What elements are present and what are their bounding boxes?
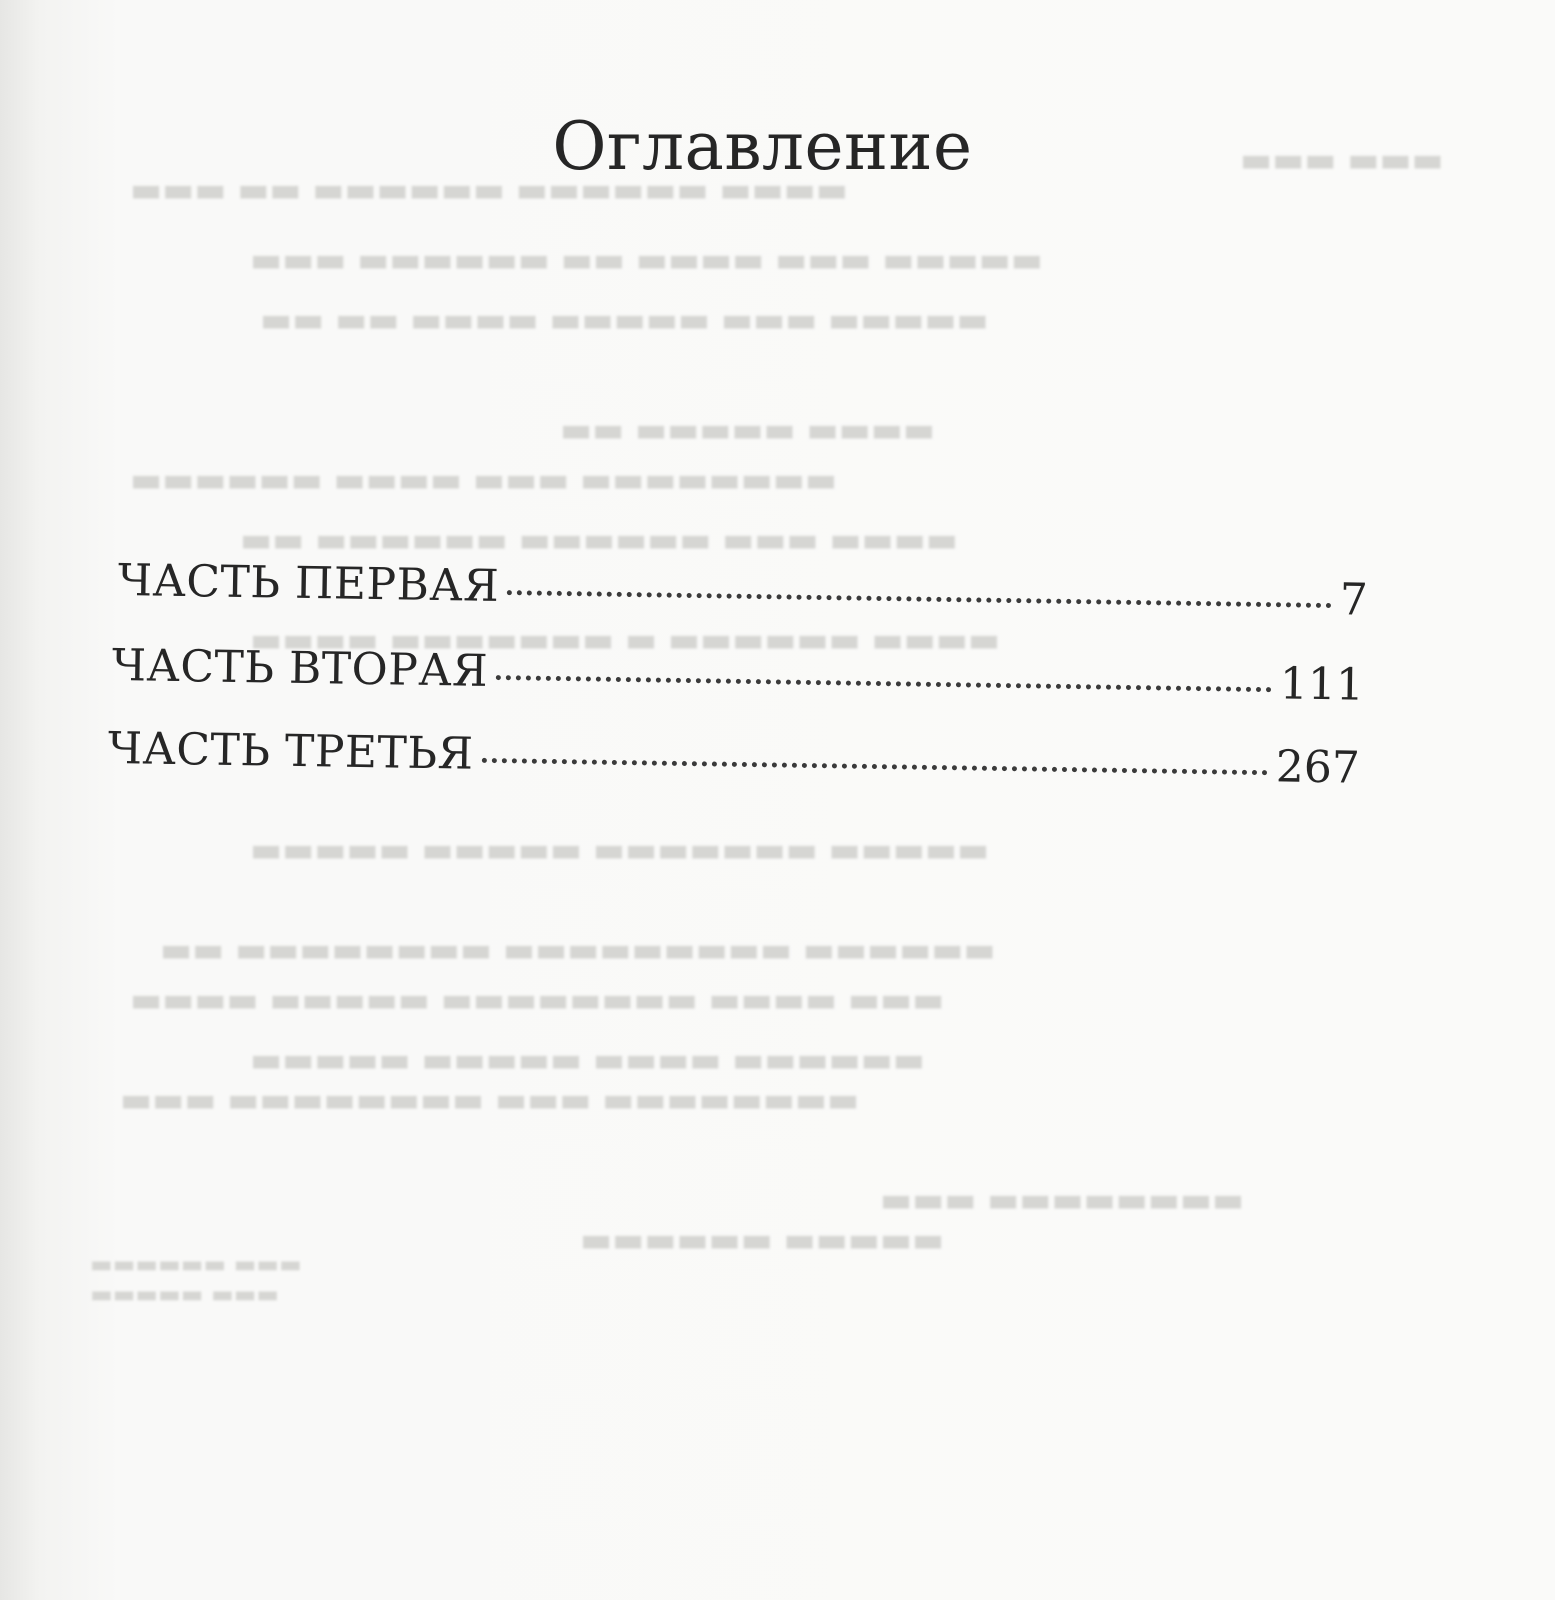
dot-leader bbox=[496, 675, 1272, 692]
toc-entry-label: ЧАСТЬ ТРЕТЬЯ bbox=[107, 723, 474, 780]
show-through-texture: ▬▬▬ ▬▬▬ ▬▬▬▬ ▬▬▬▬▬▬ ▬▬▬▬▬▬ ▬▬ ▬▬▬ ▬▬▬▬▬ ▬▬▬ ▬▬▬▬ ▬▬ ▬▬▬▬▬▬ ▬▬▬ ▬▬▬▬▬ ▬▬▬ ▬▬▬▬▬ ▬▬▬▬ ▬▬ ▬▬ ▬▬▬▬ ▬▬▬▬▬ ▬▬ ▬▬▬▬▬▬▬▬ ▬▬▬ ▬▬▬▬ ▬▬▬▬▬▬ ▬▬▬▬ ▬▬▬ ▬▬▬▬▬▬ ▬▬▬▬▬▬ ▬▬ ▬▬▬▬ ▬▬▬▬▬▬ ▬ ▬▬▬▬▬▬▬ ▬▬▬▬ ▬▬▬▬▬ ▬▬▬▬▬▬▬ ▬▬▬▬▬ ▬▬▬▬▬ ▬▬▬▬▬▬ ▬▬▬▬▬▬▬▬▬ ▬▬▬▬▬▬▬▬ ▬▬ ▬▬▬ ▬▬▬▬ ▬▬▬▬▬▬▬▬ ▬▬▬▬▬ ▬▬▬▬ ▬▬▬▬▬▬ ▬▬▬▬ ▬▬▬▬▬ ▬▬▬▬▬ ▬▬▬▬▬▬▬▬ ▬▬▬ ▬▬▬▬▬▬▬▬ ▬▬▬ ▬▬▬▬▬▬▬▬ ▬▬▬ ▬▬▬▬▬ ▬▬▬▬▬▬ ▬▬▬ ▬▬▬▬▬▬ ▬▬▬ ▬▬▬▬▬ bbox=[90, 140, 1444, 1308]
toc-entry-page: 7 bbox=[1339, 574, 1369, 626]
dot-leader bbox=[507, 590, 1332, 608]
toc-entry[interactable] bbox=[118, 555, 1369, 626]
toc-heading-text: Оглавление bbox=[552, 108, 973, 185]
toc-entry[interactable] bbox=[112, 640, 1365, 711]
toc-entry-page: 111 bbox=[1279, 658, 1365, 711]
toc-entry-label: ЧАСТЬ ВТОРАЯ bbox=[111, 640, 489, 697]
dot-leader bbox=[481, 758, 1267, 775]
toc-entry-page: 267 bbox=[1275, 741, 1361, 794]
toc-entry-label: ЧАСТЬ ПЕРВАЯ bbox=[117, 555, 500, 612]
toc-entry[interactable] bbox=[108, 723, 1361, 794]
